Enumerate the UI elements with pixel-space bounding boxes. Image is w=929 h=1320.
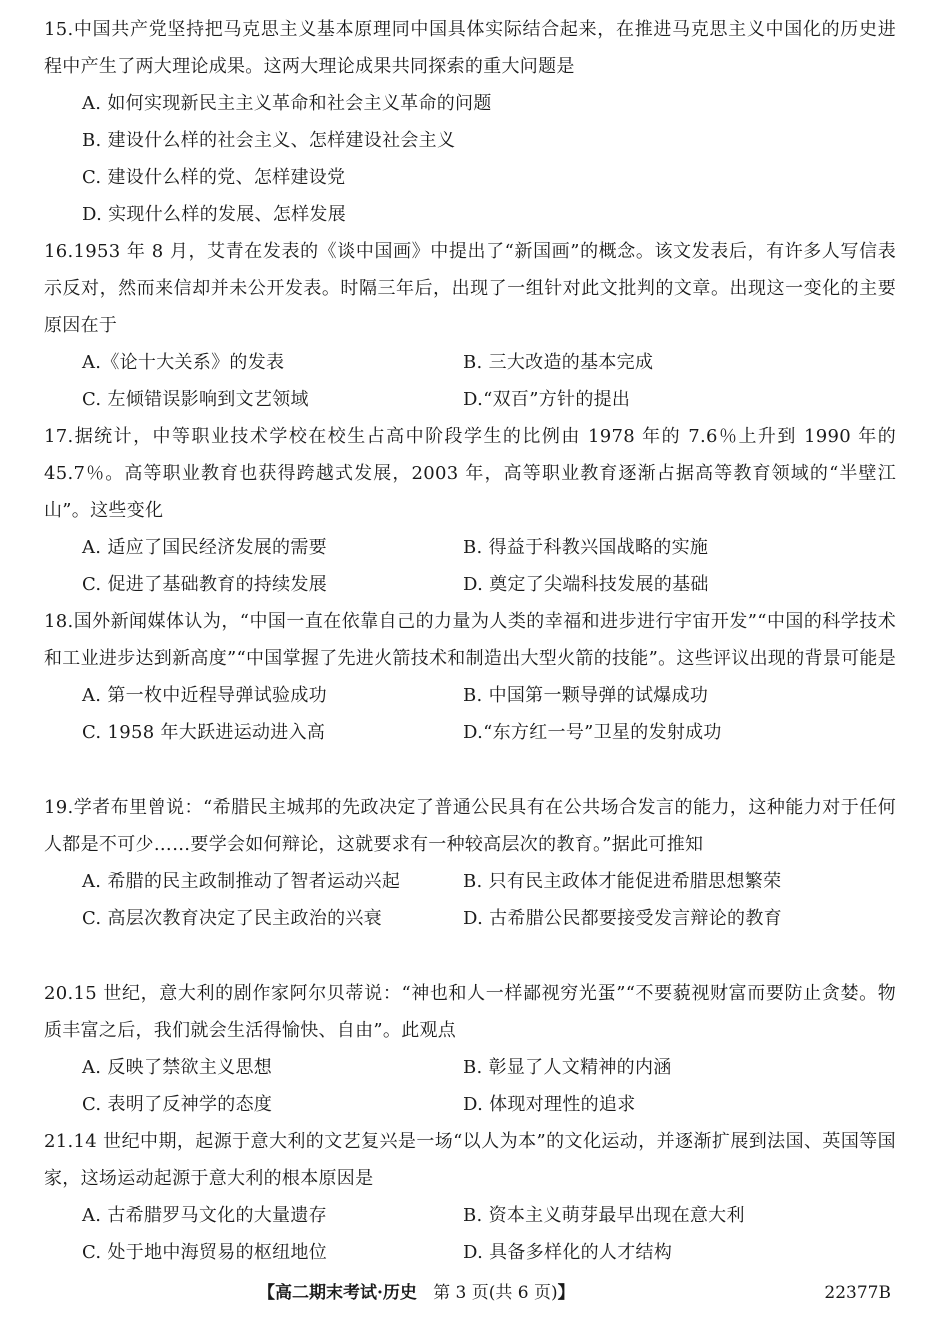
question-number: 19. [44, 797, 74, 818]
option-d: D. 古希腊公民都要接受发言辩论的教育 [463, 908, 782, 929]
option-a: A. 第一枚中近程导弹试验成功 [82, 685, 327, 706]
question-number: 16. [44, 241, 74, 262]
question-stem [44, 975, 896, 1049]
question-19 [44, 789, 896, 937]
question-15 [44, 11, 896, 233]
option-b: B. 中国第一颗导弹的试爆成功 [463, 685, 709, 706]
option-a: A.《论十大关系》的发表 [82, 352, 285, 373]
question-number: 17. [44, 426, 74, 447]
option-b: B. 资本主义萌芽最早出现在意大利 [463, 1205, 745, 1226]
page-footer [0, 1278, 929, 1308]
option-list [44, 344, 896, 418]
option-b: B. 彰显了人文精神的内涵 [463, 1057, 672, 1078]
question-stem [44, 603, 896, 677]
question-20 [44, 975, 896, 1123]
option-b: B. 只有民主政体才能促进希腊思想繁荣 [463, 871, 782, 892]
footer-title [258, 1278, 575, 1308]
footer-exam-name: 高二期末考试 [275, 1283, 377, 1303]
question-text: 14 世纪中期，起源于意大利的文艺复兴是一场“以人为本”的文化运动，并逐渐扩展到法国、英国等国家，这场运动起源于意大利的根本原因是 [44, 1131, 896, 1189]
question-text: 据统计，中等职业技术学校在校生占高中阶段学生的比例由 1978 年的 7.6％上升到 1990 年的 45.7％。高等职业教育也获得跨越式发展，2003 年，高等职业教育逐渐占据高等教育领域的“半壁江山”。这些变化 [44, 426, 896, 521]
question-stem [44, 11, 896, 85]
option-list [44, 677, 896, 751]
question-17 [44, 418, 896, 603]
option-d: D. 体现对理性的追求 [463, 1094, 636, 1115]
question-stem [44, 789, 896, 863]
option-c: C. 处于地中海贸易的枢纽地位 [82, 1242, 328, 1263]
option-d: D. 奠定了尖端科技发展的基础 [463, 574, 709, 595]
option-d: D. 实现什么样的发展、怎样发展 [82, 204, 347, 225]
question-text: 中国共产党坚持把马克思主义基本原理同中国具体实际结合起来，在推进马克思主义中国化的历史进程中产生了两大理论成果。这两大理论成果共同探索的重大问题是 [44, 19, 896, 77]
option-d: D. 具备多样化的人才结构 [463, 1242, 673, 1263]
option-list [44, 529, 896, 603]
option-b: B. 建设什么样的社会主义、怎样建设社会主义 [82, 130, 456, 151]
option-a: A. 如何实现新民主主义革命和社会主义革命的问题 [82, 93, 492, 114]
option-c: C. 表明了反神学的态度 [82, 1094, 273, 1115]
question-number: 15. [44, 19, 74, 40]
footer-page-number: 第 3 页(共 6 页) [433, 1283, 558, 1303]
option-a: A. 适应了国民经济发展的需要 [82, 537, 327, 558]
question-stem [44, 418, 896, 529]
option-a: A. 希腊的民主政制推动了智者运动兴起 [82, 871, 401, 892]
question-text: 1953 年 8 月，艾青在发表的《谈中国画》中提出了“新国画”的概念。该文发表后，有许多人写信表示反对，然而来信却并未公开发表。时隔三年后，出现了一组针对此文批判的文章。出现这一变化的主要原因在于 [44, 241, 896, 336]
option-b: B. 得益于科教兴国战略的实施 [463, 537, 709, 558]
question-number: 18. [44, 611, 74, 632]
option-c: C. 1958 年大跃进运动进入高 [82, 722, 326, 743]
question-16 [44, 233, 896, 418]
footer-bracket-close: 】 [557, 1283, 575, 1303]
question-text: 学者布里曾说：“希腊民主城邦的先政决定了普通公民具有在公共场合发言的能力，这种能力对于任何人都是不可少……要学会如何辩论，这就要求有一种较高层次的教育。”据此可推知 [44, 797, 896, 855]
footer-subject: 历史 [382, 1283, 417, 1303]
option-c: C. 促进了基础教育的持续发展 [82, 574, 328, 595]
footer-exam-code: 22377B [824, 1283, 891, 1303]
question-text: 国外新闻媒体认为，“中国一直在依靠自己的力量为人类的幸福和进步进行宇宙开发”“中国的科学技术和工业进步达到新高度”“中国掌握了先进火箭技术和制造出大型火箭的技能”。这些评议出现的背景可能是 [44, 611, 897, 669]
option-c: C. 左倾错误影响到文艺领域 [82, 389, 309, 410]
option-c: C. 建设什么样的党、怎样建设党 [82, 167, 346, 188]
question-text: 15 世纪，意大利的剧作家阿尔贝蒂说：“神也和人一样鄙视穷光蛋”“不要藐视财富而要防止贪婪。物质丰富之后，我们就会生活得愉快、自由”。此观点 [44, 983, 896, 1041]
footer-dot: · [377, 1283, 383, 1303]
option-a: A. 古希腊罗马文化的大量遗存 [82, 1205, 327, 1226]
footer-bracket-open: 【 [258, 1283, 275, 1303]
option-list [44, 863, 896, 937]
option-list [44, 1049, 896, 1123]
question-number: 20. [44, 983, 74, 1004]
question-18 [44, 603, 896, 751]
question-stem [44, 1123, 896, 1197]
option-list [44, 1197, 896, 1271]
option-a: A. 反映了禁欲主义思想 [82, 1057, 273, 1078]
question-21 [44, 1123, 896, 1271]
option-d: D.“东方红一号”卫星的发射成功 [463, 722, 722, 743]
option-list [44, 85, 896, 233]
question-number: 21. [44, 1131, 74, 1152]
option-c: C. 高层次教育决定了民主政治的兴衰 [82, 908, 382, 929]
option-d: D.“双百”方针的提出 [463, 389, 631, 410]
question-stem [44, 233, 896, 344]
option-b: B. 三大改造的基本完成 [463, 352, 654, 373]
